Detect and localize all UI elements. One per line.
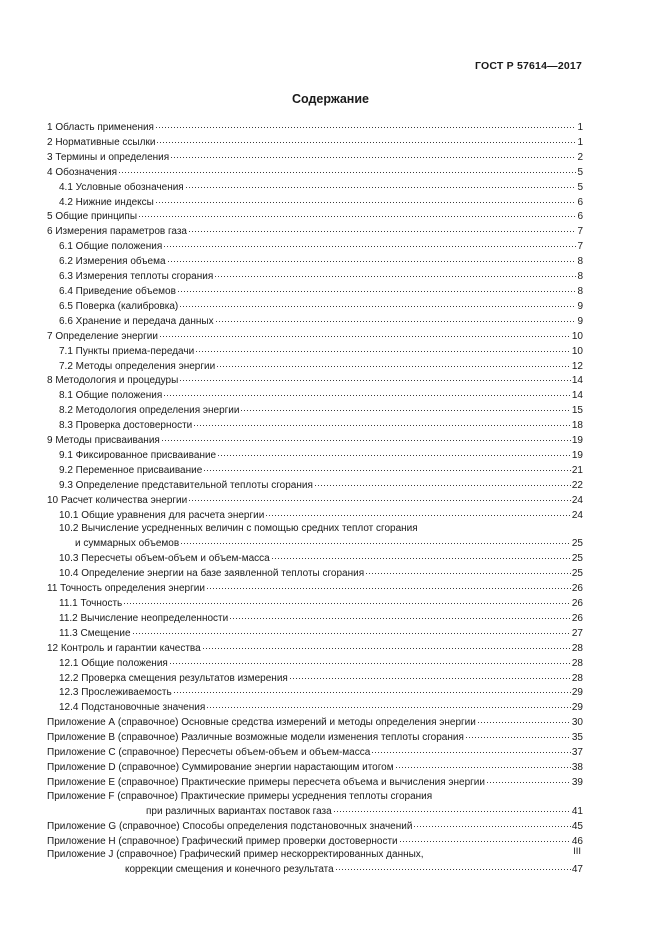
toc-dot-leader bbox=[395, 759, 571, 769]
toc-entry-page: 21 bbox=[571, 464, 583, 476]
toc-entry[interactable] bbox=[47, 135, 583, 150]
toc-entry-page: 19 bbox=[571, 435, 583, 447]
toc-dot-leader bbox=[118, 164, 576, 174]
toc-dot-leader bbox=[289, 670, 571, 680]
toc-dot-leader bbox=[179, 372, 571, 382]
toc-entry-label: 11 Точность определения энергии bbox=[47, 583, 205, 595]
toc-entry-label: 8.1 Общие положения bbox=[59, 390, 163, 402]
toc-entry[interactable] bbox=[47, 448, 583, 463]
toc-entry-label: 8 Методология и процедуры bbox=[47, 375, 179, 387]
toc-entry-label: 1 Область применения bbox=[47, 122, 154, 133]
toc-dot-leader bbox=[365, 565, 571, 575]
toc-entry-label: 9.1 Фиксированное присваивание bbox=[59, 449, 217, 461]
toc-entry[interactable] bbox=[47, 344, 583, 359]
toc-entry[interactable] bbox=[47, 284, 583, 299]
toc-entry[interactable] bbox=[47, 834, 583, 849]
toc-entry[interactable] bbox=[47, 611, 583, 626]
toc-entry[interactable] bbox=[47, 596, 583, 611]
toc-dot-leader bbox=[163, 238, 576, 248]
toc-entry[interactable] bbox=[47, 641, 583, 656]
toc-entry-page: 7 bbox=[577, 241, 583, 253]
toc-entry-label: 12.4 Подстановочные значения bbox=[59, 702, 206, 714]
toc-entry[interactable] bbox=[47, 165, 583, 180]
toc-entry-page: 26 bbox=[571, 598, 583, 609]
toc-dot-leader bbox=[161, 432, 571, 442]
toc-entry-label: 4 Обозначения bbox=[47, 166, 118, 178]
toc-dot-leader bbox=[202, 640, 571, 650]
toc-entry[interactable] bbox=[47, 819, 583, 834]
toc-dot-leader bbox=[132, 625, 571, 635]
toc-entry-page: 8 bbox=[577, 271, 583, 283]
toc-entry-label: 11.1 Точность bbox=[59, 598, 123, 609]
toc-entry[interactable] bbox=[47, 551, 583, 566]
toc-entry-page: 35 bbox=[571, 732, 583, 744]
toc-dot-leader bbox=[188, 223, 576, 233]
toc-entry-page: 25 bbox=[571, 553, 583, 565]
toc-dot-leader bbox=[188, 492, 571, 502]
toc-entry-page: 37 bbox=[571, 747, 583, 759]
toc-entry-page: 14 bbox=[571, 390, 583, 402]
toc-dot-leader bbox=[240, 402, 570, 412]
toc-dot-leader bbox=[486, 774, 571, 784]
toc-entry-page: 26 bbox=[571, 612, 583, 624]
toc-dot-leader bbox=[159, 328, 571, 338]
toc-entry-page: 25 bbox=[571, 568, 583, 580]
toc-entry[interactable] bbox=[47, 254, 583, 269]
toc-entry-page: 24 bbox=[571, 494, 583, 506]
toc-entry-label: 9 Методы присваивания bbox=[47, 435, 160, 447]
toc-dot-leader bbox=[265, 507, 571, 517]
toc-entry[interactable] bbox=[47, 373, 583, 388]
page-number: III bbox=[573, 846, 581, 857]
toc-entry-page: 2 bbox=[577, 151, 583, 163]
toc-entry-page: 26 bbox=[571, 583, 583, 595]
toc-dot-leader bbox=[193, 417, 571, 427]
toc-entry-label: 6.5 Поверка (калибровка) bbox=[59, 300, 179, 312]
toc-entry-page: 12 bbox=[571, 360, 583, 372]
toc-entry-label: 12.3 Прослеживаемость bbox=[59, 687, 172, 699]
toc-entry-label: 4.1 Условные обозначения bbox=[59, 181, 184, 193]
toc-entry-label: 4.2 Нижние индексы bbox=[59, 196, 154, 208]
toc-entry-page: 6 bbox=[577, 211, 583, 223]
toc-entry-label: Приложение С (справочное) Пересчеты объем-объем и объем-масса bbox=[47, 747, 371, 759]
toc-entry[interactable] bbox=[47, 359, 583, 374]
toc-entry-label: 6.1 Общие положения bbox=[59, 241, 163, 253]
toc-dot-leader bbox=[203, 462, 571, 472]
toc-entry-page: 10 bbox=[571, 330, 583, 342]
toc-entry-label: 2 Нормативные ссылки bbox=[47, 136, 156, 148]
toc-entry[interactable] bbox=[47, 463, 583, 478]
toc-entry-page: 29 bbox=[571, 687, 583, 699]
toc-entry[interactable] bbox=[47, 269, 583, 284]
toc-entry-page: 30 bbox=[571, 717, 583, 729]
toc-entry[interactable] bbox=[47, 239, 583, 254]
toc-dot-leader bbox=[314, 477, 571, 487]
toc-entry-label: 12 Контроль и гарантии качества bbox=[47, 642, 201, 654]
toc-entry-label: при различных вариантах поставок газа bbox=[146, 805, 332, 817]
page-title: Содержание bbox=[291, 92, 369, 106]
toc-entry-page: 5 bbox=[577, 166, 583, 178]
toc-dot-leader bbox=[465, 729, 571, 739]
toc-dot-leader bbox=[229, 610, 571, 620]
toc-dot-leader bbox=[156, 134, 576, 144]
toc-dot-leader bbox=[399, 833, 571, 843]
toc-entry[interactable] bbox=[47, 730, 583, 745]
toc-entry-page: 9 bbox=[577, 315, 583, 327]
toc-entry[interactable] bbox=[47, 862, 583, 877]
toc-entry-page: 25 bbox=[571, 538, 583, 550]
toc-entry-label: Приложение А (справочное) Основные средства измерений и методы определения энергии bbox=[47, 717, 476, 729]
toc-entry[interactable] bbox=[47, 745, 583, 760]
toc-entry[interactable] bbox=[47, 685, 583, 700]
toc-dot-leader bbox=[138, 208, 576, 218]
toc-entry-label: Приложение G (справочное) Способы определения подстановочных значений bbox=[47, 820, 413, 832]
toc-dot-leader bbox=[413, 818, 570, 828]
toc-entry[interactable] bbox=[47, 120, 583, 135]
toc-entry[interactable] bbox=[47, 522, 583, 536]
toc-entry-page: 27 bbox=[571, 627, 583, 639]
toc-entry-page: 7 bbox=[577, 226, 583, 238]
toc-entry-label: 11.2 Вычисление неопределенности bbox=[59, 612, 229, 624]
toc-entry-label: 5 Общие принципы bbox=[47, 211, 137, 223]
toc-entry-label: 9.2 Переменное присваивание bbox=[59, 464, 203, 476]
toc-entry-label: коррекции смещения и конечного результата bbox=[125, 864, 334, 876]
toc-entry-page: 28 bbox=[571, 657, 583, 669]
toc-entry-page: 38 bbox=[571, 761, 583, 773]
toc-dot-leader bbox=[206, 699, 571, 709]
toc-entry[interactable] bbox=[47, 536, 583, 551]
toc-entry[interactable] bbox=[47, 403, 583, 418]
toc-dot-leader bbox=[214, 268, 576, 278]
toc-entry-page: 6 bbox=[577, 196, 583, 208]
toc-entry[interactable] bbox=[47, 848, 583, 862]
toc-dot-leader bbox=[163, 387, 571, 397]
toc-entry-page: 47 bbox=[571, 864, 583, 876]
toc-entry[interactable] bbox=[47, 715, 583, 730]
toc-entry-label: 9.3 Определение представительной теплоты сгорания bbox=[59, 479, 313, 491]
toc-entry-page: 10 bbox=[571, 345, 583, 357]
toc-entry[interactable] bbox=[47, 493, 583, 508]
toc-dot-leader bbox=[177, 283, 577, 293]
toc-dot-leader bbox=[123, 595, 571, 605]
toc-entry[interactable] bbox=[47, 299, 583, 314]
toc-dot-leader bbox=[155, 194, 577, 204]
toc-entry-page: 1 bbox=[577, 122, 583, 133]
toc-entry-label: 6.3 Измерения теплоты сгорания bbox=[59, 271, 214, 283]
toc-entry-label: 10.4 Определение энергии на базе заявленной теплоты сгорания bbox=[59, 568, 365, 580]
toc-entry-label: 10.3 Пересчеты объем-объем и объем-масса bbox=[59, 553, 270, 565]
toc-entry-label: 8.2 Методология определения энергии bbox=[59, 405, 240, 417]
toc-entry-label: 11.3 Смещение bbox=[59, 627, 131, 639]
toc-dot-leader bbox=[271, 550, 571, 560]
toc-entry-label: Приложение Н (справочное) Графический пример проверки достоверности bbox=[47, 835, 398, 847]
toc-entry-label: 7.1 Пункты приема-передачи bbox=[59, 345, 195, 357]
toc-entry-page: 28 bbox=[571, 672, 583, 684]
toc-entry-label: и суммарных объемов bbox=[75, 538, 180, 550]
toc-dot-leader bbox=[169, 655, 571, 665]
toc-entry-label: 3 Термины и определения bbox=[47, 151, 170, 163]
toc-entry-label: Приложение В (справочное) Различные возможные модели изменения теплоты сгорания bbox=[47, 732, 464, 744]
toc-entry[interactable] bbox=[47, 224, 583, 239]
toc-entry-page: 45 bbox=[571, 820, 583, 832]
toc-entry[interactable] bbox=[47, 478, 583, 493]
toc-entry-page: 46 bbox=[571, 835, 583, 847]
toc-entry-page: 22 bbox=[571, 479, 583, 491]
toc-dot-leader bbox=[216, 358, 571, 368]
toc-dot-leader bbox=[195, 343, 571, 353]
toc-entry[interactable] bbox=[47, 656, 583, 671]
toc-entry[interactable] bbox=[47, 508, 583, 523]
toc-dot-leader bbox=[206, 580, 571, 590]
toc-entry-page: 14 bbox=[571, 375, 583, 387]
toc-entry-page: 29 bbox=[571, 702, 583, 714]
toc-dot-leader bbox=[215, 313, 577, 323]
toc-entry-page: 15 bbox=[571, 405, 583, 417]
toc-entry[interactable] bbox=[47, 581, 583, 596]
standard-id: ГОСТ Р 57614—2017 bbox=[474, 60, 582, 72]
toc-entry[interactable] bbox=[47, 418, 583, 433]
toc-entry-page: 18 bbox=[571, 420, 583, 432]
toc-entry-label: 6 Измерения параметров газа bbox=[47, 226, 187, 238]
toc-entry[interactable] bbox=[47, 195, 583, 210]
toc-entry-label: 6.4 Приведение объемов bbox=[59, 285, 176, 297]
toc-entry-label: 6.2 Измерения объема bbox=[59, 256, 166, 268]
toc-entry-label: Приложение J (справочное) Графический пример нескорректированных данных, bbox=[47, 849, 424, 861]
toc-entry-page: 28 bbox=[571, 642, 583, 654]
toc-entry[interactable] bbox=[47, 150, 583, 165]
toc-dot-leader bbox=[335, 861, 571, 871]
toc-entry-label: 8.3 Проверка достоверности bbox=[59, 420, 193, 432]
toc-entry-label: 10.1 Общие уравнения для расчета энергии bbox=[59, 509, 265, 521]
toc-entry-page: 8 bbox=[577, 256, 583, 268]
toc-dot-leader bbox=[170, 149, 576, 159]
toc-dot-leader bbox=[180, 535, 571, 545]
toc-dot-leader bbox=[217, 447, 571, 457]
toc-dot-leader bbox=[371, 744, 571, 754]
toc-entry-label: 10.2 Вычисление усредненных величин с помощью средних теплот сгорания bbox=[59, 523, 418, 535]
toc-dot-leader bbox=[185, 179, 577, 189]
toc-entry[interactable] bbox=[47, 180, 583, 195]
toc-dot-leader bbox=[167, 253, 577, 263]
toc-entry-page: 39 bbox=[571, 776, 583, 788]
toc-dot-leader bbox=[477, 714, 571, 724]
toc-entry[interactable] bbox=[47, 209, 583, 224]
toc-entry[interactable] bbox=[47, 433, 583, 448]
toc-entry-page: 5 bbox=[577, 181, 583, 193]
toc-entry-page: 19 bbox=[571, 449, 583, 461]
toc-entry-label: Приложение Е (справочное) Практические примеры пересчета объема и вычисления энергии bbox=[47, 776, 485, 788]
toc-entry-label: 12.1 Общие положения bbox=[59, 657, 168, 669]
toc-entry-page: 24 bbox=[571, 509, 583, 521]
toc-entry[interactable] bbox=[47, 314, 583, 329]
toc-entry[interactable] bbox=[47, 775, 583, 790]
toc-entry-label: 7.2 Методы определения энергии bbox=[59, 360, 216, 372]
toc-entry-label: 10 Расчет количества энергии bbox=[47, 494, 188, 506]
toc-entry[interactable] bbox=[47, 626, 583, 641]
toc-entry-page: 41 bbox=[571, 805, 583, 817]
toc-entry[interactable] bbox=[47, 790, 583, 804]
toc-dot-leader bbox=[173, 684, 571, 694]
toc-dot-leader bbox=[155, 119, 576, 129]
toc-entry[interactable] bbox=[47, 329, 583, 344]
toc-entry[interactable] bbox=[47, 388, 583, 403]
table-of-contents bbox=[47, 120, 583, 877]
toc-entry-page: 1 bbox=[577, 136, 583, 148]
toc-entry[interactable] bbox=[47, 700, 583, 715]
toc-entry[interactable] bbox=[47, 760, 583, 775]
toc-dot-leader bbox=[333, 803, 571, 813]
toc-entry-label: Приложение D (справочное) Суммирование энергии нарастающим итогом bbox=[47, 761, 394, 773]
toc-entry-page: 9 bbox=[577, 300, 583, 312]
toc-entry-label: Приложение F (справочное) Практические примеры усреднения теплоты сгорания bbox=[47, 790, 433, 802]
toc-entry-label: 12.2 Проверка смещения результатов измерения bbox=[59, 672, 288, 684]
toc-dot-leader bbox=[179, 298, 576, 308]
toc-entry[interactable] bbox=[47, 804, 583, 819]
toc-entry[interactable] bbox=[47, 566, 583, 581]
toc-entry-page: 8 bbox=[577, 285, 583, 297]
toc-entry[interactable] bbox=[47, 671, 583, 686]
toc-entry-label: 6.6 Хранение и передача данных bbox=[59, 315, 214, 327]
toc-entry-label: 7 Определение энергии bbox=[47, 330, 158, 342]
